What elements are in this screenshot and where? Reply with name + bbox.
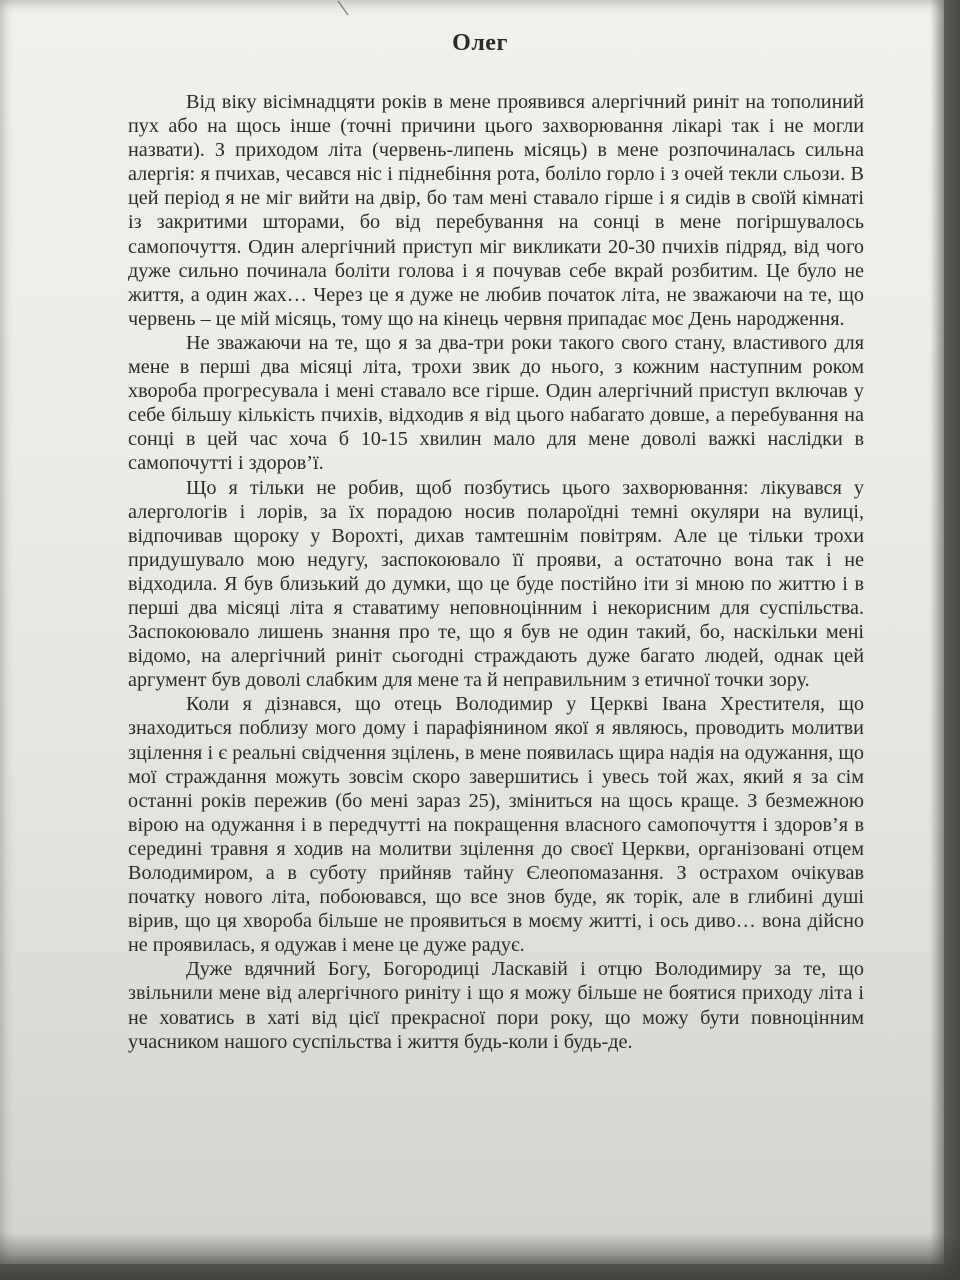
paragraph-4: Коли я дізнався, що отець Володимир у Церкві Івана Хрестителя, що знаходиться поблизу мого дому і парафіянином якої я являюсь, проводить молитви зцілення і є реальні свідчення зцілень, в мене появилась щира надія на одужання, що мої страждання можуть зовсім скоро завершитись і увесь той жах, який я за сім останні років пережив (бо мені зараз 25), зміниться на щось краще. З безмежною вірою на одужання і в передчутті на покращення власного самопочуття і здоров’я в середині травня я ходив на молитви зцілення до своєї Церкви, організовані отцем Володимиром, а в суботу прийняв тайну Єлеопомазання. З острахом очікував початку нового літа, побоювався, що все знов буде, як торік, але в глибині душі вірив, що ця хвороба більше не проявиться в моєму житті, і ось диво… вона дійсно не проявилась, я одужав і мене це дуже радує. — [128, 693, 864, 957]
paragraph-1: Від віку вісімнадцяти років в мене проявився алергічний риніт на тополиний пух або на щось інше (точні причини цього захворювання лікарі так і не могли назвати). З приходом літа (червень-липень місяць) в мене розпочиналась сильна алергія: я пчихав, чесався ніс і піднебіння рота, боліло горло і з очей текли сльози. В цей період я не міг вийти на двір, бо там мені ставало гірше і я сидів в своїй кімнаті із закритими шторами, бо від перебування на сонці в мене погіршувалось самопочуття. Один алергічний приступ міг викликати 20-30 пчихів підряд, від чого дуже сильно починала боліти голова і я почував себе вкрай розбитим. Це було не життя, а один жах… Через це я дуже не любив початок літа, не зважаючи на те, що червень – це мій місяць, тому що на кінець червня припадає моє День народження. — [128, 91, 864, 330]
paragraph-3: Що я тільки не робив, щоб позбутись цього захворювання: лікувався у алергологів і лорів, за їх порадою носив полароїдні темні окуляри на вулиці, відпочивав щороку у Ворохті, дихав тамтешнім повітрям. Але це тільки трохи придушувало мою недугу, заспокоювало її прояви, а остаточно вона так і не відходила. Я був близький до думки, що це буде постійно іти зі мною по життю і в перші два місяці літа я ставатиму неповноцінним і некорисним для суспільства. Заспокоювало лишень знання про те, що я був не один такий, бо, наскільки мені відомо, на алергічний риніт сьогодні страждають дуже багато людей, однак цей аргумент був доволі слабким для мене та й неправильним з етичної точки зору. — [128, 476, 864, 692]
pen-mark — [336, 0, 350, 16]
background-edge-right — [930, 0, 960, 1280]
paragraph-2: Не зважаючи на те, що я за два-три роки такого свого стану, властивого для мене в перші два місяці літа, трохи звик до нього, з кожним наступним роком хвороба прогресувала і мені ставало все гірше. Один алергічний приступ включав у себе більшу кількість пчихів, відходив я від цього набагато довше, а перебування на сонці в цей час хоча б 10-15 хвилин мало для мене доволі важкі наслідки в самопочутті і здоров’ї. — [128, 331, 864, 475]
document-title: Олег — [452, 30, 508, 56]
document-body — [128, 90, 864, 1054]
background-edge-bottom — [0, 1232, 960, 1280]
paragraph-5: Дуже вдячний Богу, Богородиці Ласкавій і отцю Володимиру за те, що звільнили мене від алергічного риніту і що я можу більше не боятися приходу літа і не ховатись в хаті від цієї прекрасної пори року, що можу бути повноцінним учасником нашого суспільства і життя будь-коли і будь-де. — [128, 958, 864, 1053]
